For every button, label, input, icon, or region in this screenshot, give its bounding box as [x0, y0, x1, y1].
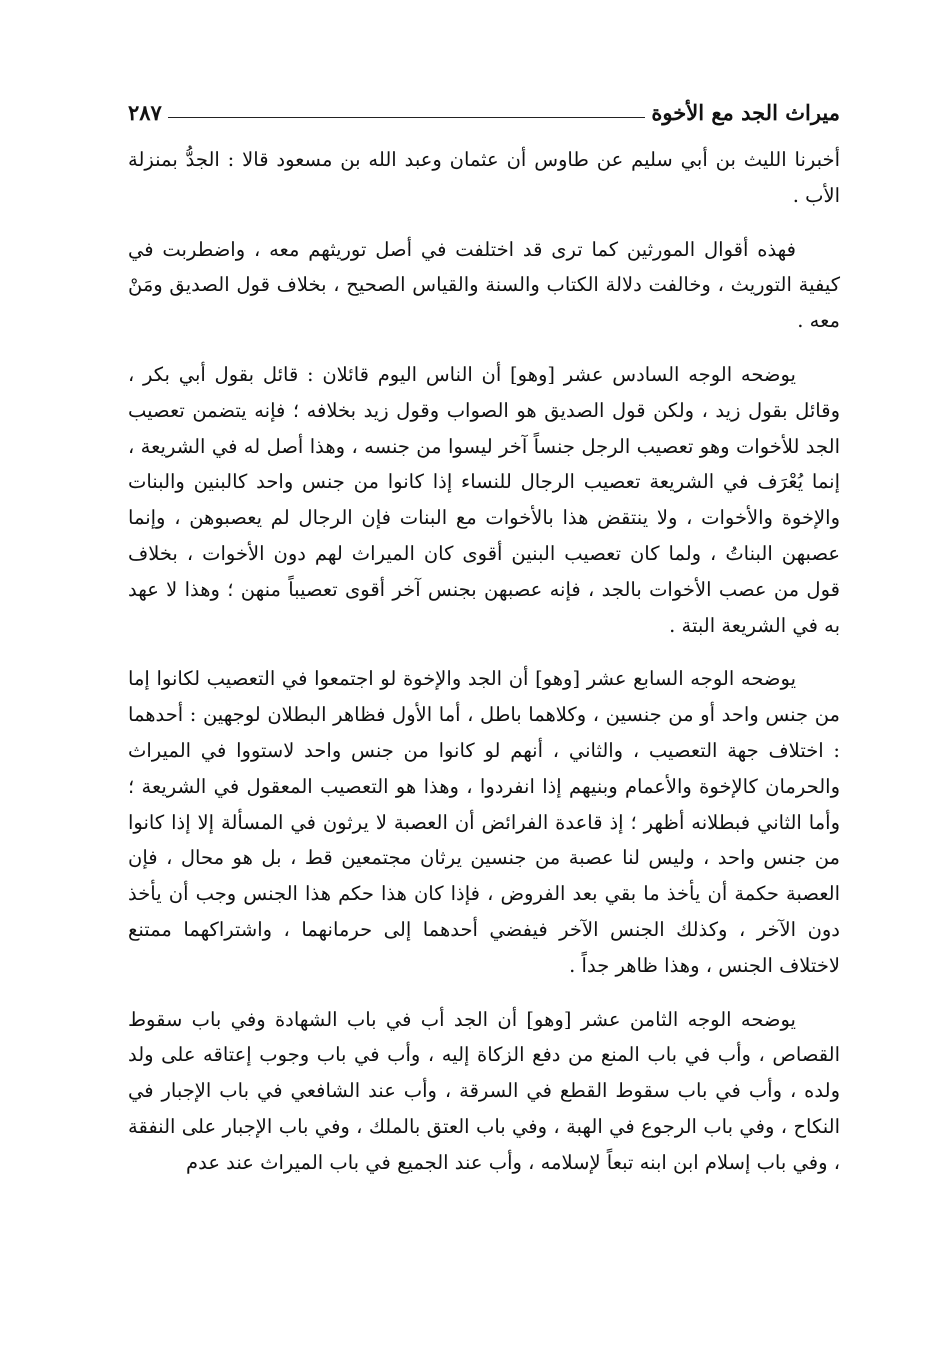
running-title: ميراث الجد مع الأخوة — [651, 99, 840, 125]
page-body — [128, 142, 840, 1199]
page-header — [128, 94, 840, 130]
paragraph-5: يوضحه الوجه الثامن عشر [وهو] أن الجد أب في باب الشهادة وفي باب سقوط القصاص ، وأب في باب المنع من دفع الزكاة إليه ، وأب في باب وجوب إعتاقه على ولد ولده ، وأب في باب سقوط القطع في السرقة ، وأب عند الشافعي في باب الإجبار في النكاح ، وفي باب الرجوع في الهبة ، وفي باب العتق بالملك ، وفي باب الإجبار على النفقة ، وفي باب إسلام ابن ابنه تبعاً لإسلامه ، وأب عند الجميع في باب الميراث عند عدم — [128, 1007, 840, 1174]
paragraph-2: فهذه أقوال المورثين كما ترى قد اختلفت في أصل توريثهم معه ، واضطربت في كيفية التوريث ، وخالفت دلالة الكتاب والسنة والقياس الصحيح ، بخلاف قول الصديق ومَنْ معه . — [128, 237, 840, 333]
header-rule — [168, 117, 646, 118]
paragraph-1: أخبرنا الليث بن أبي سليم عن طاوس أن عثمان وعبد الله بن مسعود قالا : الجدُّ بمنزلة الأب . — [128, 148, 840, 207]
paragraph-4: يوضحه الوجه السابع عشر [وهو] أن الجد والإخوة لو اجتمعوا في التعصيب لكانوا إما من جنس واحد أو من جنسين ، وكلاهما باطل ، أما الأول فظاهر البطلان لوجهين : أحدهما : اختلاف جهة التعصيب ، والثاني ، أنهم لو كانوا من جنس واحد لاستووا في الميراث والحرمان كالإخوة والأعمام وبنيهم إذا انفردوا ، وهذا هو التعصيب المعقول في الشريعة ؛ وأما الثاني فبطلانه أظهر ؛ إذ قاعدة الفرائض أن العصبة لا يرثون في المسألة إلا إذا كانوا من جنس واحد ، وليس لنا عصبة من جنسين يرثان مجتمعين قط ، بل هو محال ، فإن العصبة حكمة أن يأخذ ما بقي بعد الفروض ، فإذا كان هذا حكم هذا الجنس وجب أن يأخذ دون الآخر ، وكذلك الجنس الآخر فيفضي أحدهما إلى حرمانهما ، واشتراكهما ممتنع لاختلاف الجنس ، وهذا ظاهر جداً . — [128, 667, 840, 977]
paragraph-3: يوضحه الوجه السادس عشر [وهو] أن الناس اليوم قائلان : قائل بقول أبي بكر ، وقائل بقول زيد ، ولكن قول الصديق هو الصواب وقول زيد بخلافه ؛ فإنه يتضمن تعصيب الجد للأخوات وهو تعصيب الرجل جنساً آخر ليسوا من جنسه ، وهذا أصل له في الشريعة ، إنما يُعْرَف في الشريعة تعصيب الرجال للنساء إذا كانوا من جنس واحد كالبنين والبنات والإخوة والأخوات ، ولا ينتقض هذا بالأخوات مع البنات فإن الرجال لم يعصبوهن ، وإنما عصبهن البناتُ ، ولما كان تعصيب البنين أقوى كان الميراث لهم دون الأخوات ، بخلاف قول من عصب الأخوات بالجد ، فإنه عصبهن بجنس آخر أقوى تعصيباً منهن ؛ وهذا لا عهد به في الشريعة البتة . — [128, 362, 840, 637]
page-number: ٢٨٧ — [128, 99, 162, 125]
